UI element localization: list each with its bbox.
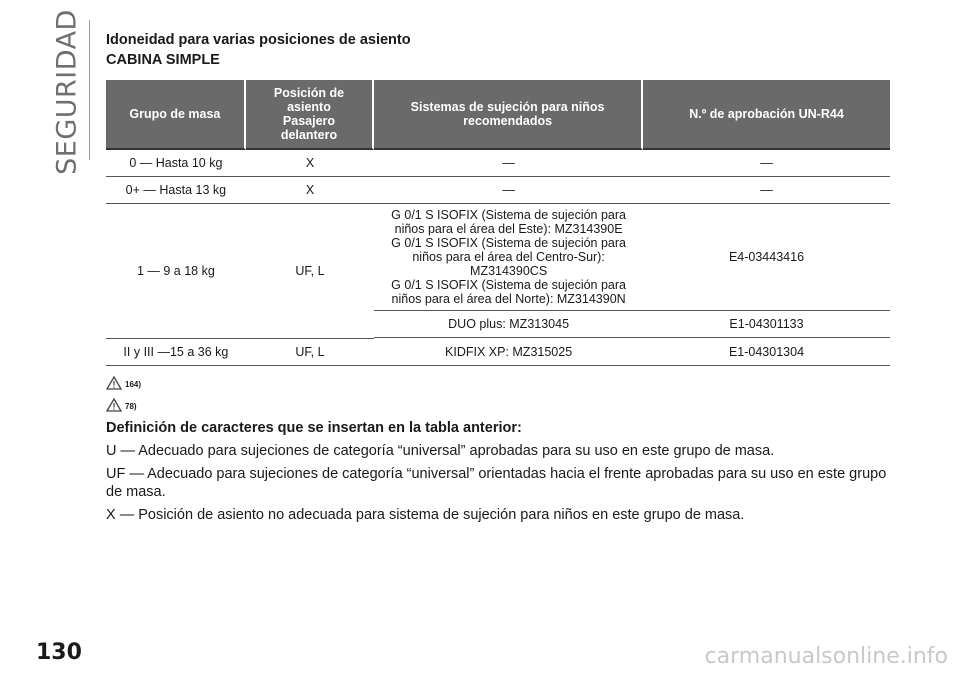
table-row	[106, 204, 890, 311]
main-content	[106, 32, 896, 529]
cell-seat-position: UF, L	[295, 264, 325, 278]
page-title: Idoneidad para varias posiciones de asiento	[106, 32, 411, 48]
cell-approval-number: —	[643, 177, 890, 204]
restraint-line: niños para el área del Norte): MZ314390N	[391, 292, 626, 306]
cell-approval-number: E1-04301133	[643, 311, 890, 338]
cell-mass-group: 0+ — Hasta 13 kg	[106, 177, 246, 204]
cell-mass-group: 1 — 9 a 18 kg	[136, 264, 215, 278]
section-divider	[89, 20, 90, 160]
section-side-title	[51, 9, 83, 175]
seat-suitability-table	[106, 80, 890, 366]
definitions-title: Definición de caracteres que se insertan en la tabla anterior:	[106, 420, 522, 436]
warning-note	[106, 394, 896, 412]
restraint-line: G 0/1 S ISOFIX (Sistema de sujeción para	[391, 208, 626, 222]
cell-approval-number: E1-04301304	[643, 338, 890, 366]
restraint-line: niños para el área del Centro-Sur):	[412, 250, 605, 264]
page-number: 130	[36, 640, 82, 665]
cell-restraint-system	[374, 204, 643, 311]
header-seat-position-label: Posición de asiento Pasajero delantero	[273, 86, 345, 142]
table-row	[106, 150, 890, 177]
cell-restraint-system: —	[374, 150, 643, 177]
cell-seat-position: X	[246, 177, 374, 204]
header-approval-number: N.º de aprobación UN-R44	[643, 80, 890, 150]
header-mass-group: Grupo de masa	[106, 80, 246, 150]
restraint-line: MZ314390CS	[470, 264, 548, 278]
header-restraint-systems-label: Sistemas de sujeción para niños recomendados	[410, 100, 605, 128]
table-row	[106, 177, 890, 204]
header-restraint-systems	[374, 80, 643, 150]
cell-approval-number: —	[643, 150, 890, 177]
definition-item: X — Posición de asiento no adecuada para sistema de sujeción para niños en este grupo de masa.	[106, 507, 745, 523]
page-subtitle: CABINA SIMPLE	[106, 52, 220, 68]
definition-item: U — Adecuado para sujeciones de categoría “universal” aprobadas para su uso en este grupo de masa.	[106, 443, 775, 459]
cell-mass-group: 0 — Hasta 10 kg	[106, 150, 246, 177]
cell-seat-position: X	[246, 150, 374, 177]
cell-approval-number: E4-03443416	[643, 204, 890, 311]
cell-seat-position: UF, L	[246, 338, 374, 366]
cell-restraint-system: DUO plus: MZ313045	[374, 311, 643, 338]
warning-note	[106, 372, 896, 390]
warning-triangle-icon	[106, 398, 122, 412]
definition-item: UF — Adecuado para sujeciones de categoría “universal” orientadas hacia el frente aprobadas para su uso en este grupo de masa.	[106, 466, 887, 500]
table-row	[106, 338, 890, 366]
cell-mass-group: II y III —15 a 36 kg	[106, 338, 246, 366]
restraint-line: niños para el área del Este): MZ314390E	[394, 222, 623, 236]
section-side-label: SEGURIDAD	[51, 9, 83, 175]
warning-ref: 78)	[125, 402, 137, 411]
watermark: carmanualsonline.info	[704, 644, 948, 669]
warning-ref: 164)	[125, 380, 142, 389]
restraint-line: G 0/1 S ISOFIX (Sistema de sujeción para	[391, 236, 626, 250]
restraint-line: G 0/1 S ISOFIX (Sistema de sujeción para	[391, 278, 626, 292]
cell-restraint-system: KIDFIX XP: MZ315025	[374, 338, 643, 366]
warning-triangle-icon	[106, 376, 122, 390]
header-seat-position	[246, 80, 374, 150]
cell-restraint-system: —	[374, 177, 643, 204]
table-header-row	[106, 80, 890, 150]
